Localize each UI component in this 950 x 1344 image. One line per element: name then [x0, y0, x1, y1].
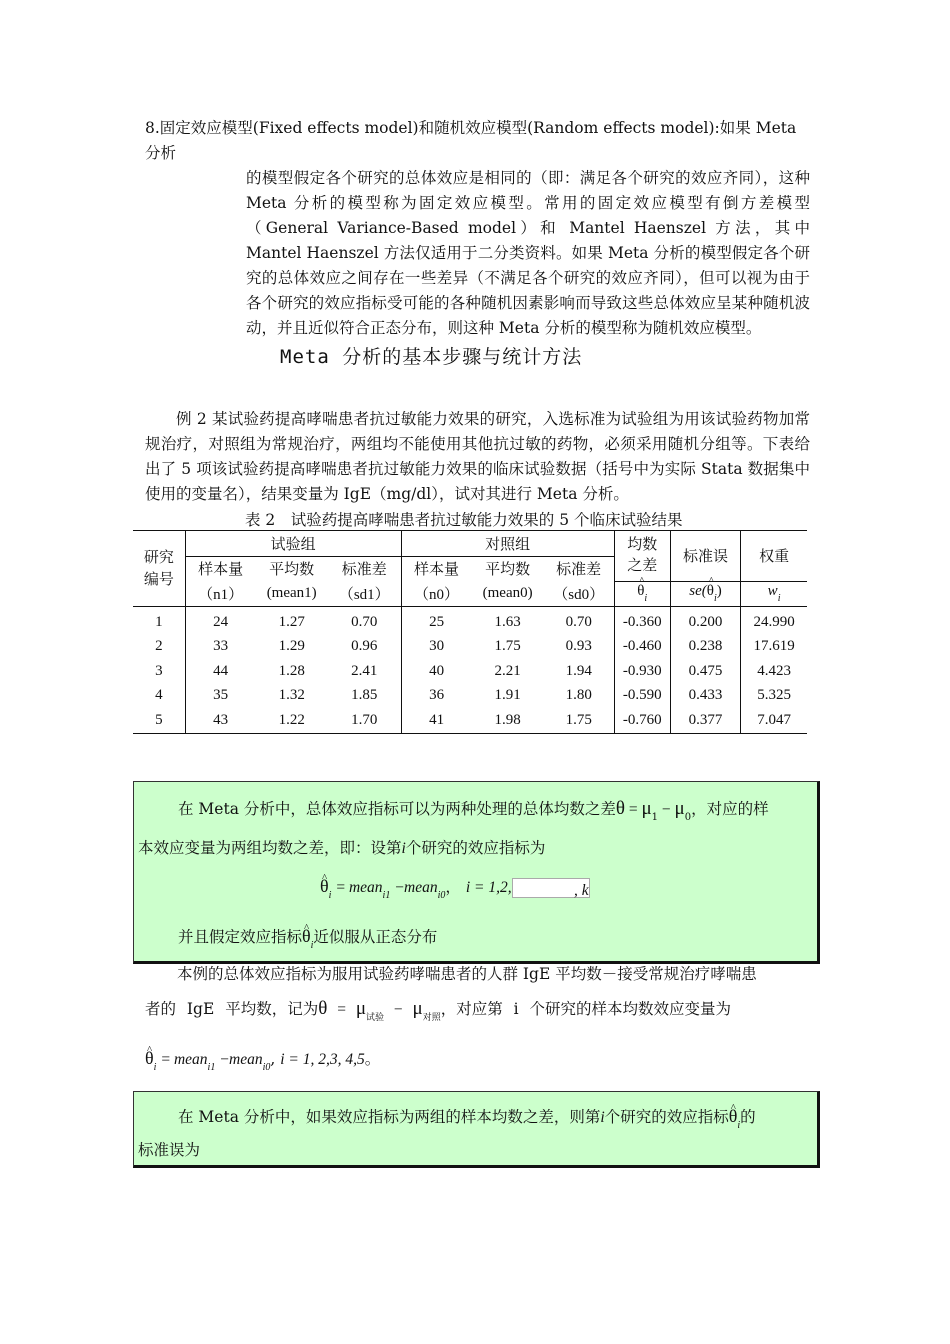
header-mean-diff: 均数之差 [614, 531, 670, 582]
table-cell: 2.21 [494, 662, 521, 679]
header-weight: 权重 [741, 531, 807, 582]
example-paragraph: 例 2 某试验药提高哮喘患者抗过敏能力效果的研究，入选标准为试验组为用该试验药物加常规治疗，对照组为常规治疗，两组均不能使用其他抗过敏的药物，必须采用随机分组等。下表给出了 5 项该试验药提高哮喘患者抗过敏能力效果的临床试验数据（括号中为实际 Stata 数据集中使用的变量名），结果变量为 IgE（mg/dl），试对其进行 Meta 分析。 [145, 410, 810, 503]
table-cell: 0.70 [351, 613, 378, 630]
table-cell: 24.990 [741, 607, 807, 635]
table-cell: 35 [185, 684, 255, 709]
table-cell: -0.760 [614, 708, 670, 733]
table-cell: 0.377 [670, 708, 740, 733]
table-cell: 0.238 [670, 635, 740, 660]
table-cell: 41 [401, 708, 471, 733]
table-cell: 7.047 [741, 708, 807, 733]
header-n1-label: 样本量 [185, 556, 255, 581]
note-box-2 [133, 1091, 820, 1168]
table-cell: 1.98 [471, 708, 543, 733]
table-cell: 5.325 [741, 684, 807, 709]
table-cell: 0.70 [565, 613, 592, 630]
table-cell: 1.28 [278, 662, 305, 679]
table-cell: 24 [185, 607, 255, 635]
definition-body: 的模型假定各个研究的总体效应是相同的（即：满足各个研究的效应齐同），这种 Meta 分析的模型称为固定效应模型。常用的固定效应模型有倒方差模型（General Variance-Based model）和 Mantel Haenszel 方法，其中 Mantel Haenszel 方法仅适用于二分类资料。如果 Meta 分析的模型假定各个研究的总体效应之间存在一些差异（不满足各个研究的效应齐同），但可以视为由于各个研究的效应指标受可能的各种随机因素影响而导致这些总体效应呈某种随机波动，并且近似符合正态分布，则这种 Meta 分析的模型称为随机效应模型。 [246, 169, 810, 337]
table-cell: 30 [401, 635, 471, 660]
table-cell: 40 [401, 659, 471, 684]
definition-paragraph [145, 116, 810, 341]
table-cell: 1.91 [494, 687, 521, 704]
table-cell: 1.85 [351, 687, 378, 704]
para2-line2: 者的 IgE 平均数，记为$\theta = \mu_{试验} - \mu_{对照}$，对应第 i 个研究的样本均数效应变量为 [145, 998, 732, 1023]
table-row [133, 708, 807, 733]
table-cell: 2.41 [351, 662, 378, 679]
table-cell: 43 [185, 708, 255, 733]
table-cell: 4 [155, 687, 163, 704]
table-cell: 1.70 [328, 708, 401, 733]
table-cell: 4.423 [741, 659, 807, 684]
header-sd0-label: 标准差 [556, 562, 602, 579]
table-cell: 0.433 [670, 684, 740, 709]
table-row [133, 607, 807, 635]
table-cell: 1 [155, 613, 163, 630]
header-theta-symbol: ^ $\theta_i$ [614, 581, 670, 607]
para2-line1: 本例的总体效应指标为服用试验药哮喘患者的人群 IgE 平均数－接受常规治疗哮喘患 [177, 965, 757, 983]
box2-line2: 标准误为 [138, 1141, 201, 1159]
header-se-symbol: se(^ $\theta_i$) [670, 581, 740, 607]
table-cell: 1.75 [544, 708, 614, 733]
table-caption: 表 2 试验药提高哮喘患者抗过敏能力效果的 5 个临床试验结果 [245, 511, 683, 529]
table-row [133, 684, 807, 709]
header-n0-var: （n0） [401, 581, 471, 607]
table-cell: 0.475 [670, 659, 740, 684]
header-n0-label: 样本量 [401, 556, 471, 581]
header-mean1-var: (mean1) [256, 581, 328, 607]
table-cell: 0.93 [565, 638, 592, 655]
table-cell: 1.63 [494, 613, 521, 630]
header-sd1-var: （sd1） [328, 581, 401, 607]
table-cell: -0.360 [614, 607, 670, 635]
para2-line3: ^ $\theta_i$ = mean$_{i1}$ −mean$_{i0}$, i = 1, 2,3, 4,5。 [145, 1046, 380, 1080]
header-control-group: 对照组 [401, 531, 614, 557]
table-cell: 1.22 [256, 708, 328, 733]
table-cell: 44 [185, 659, 255, 684]
table-cell: 1.75 [494, 638, 521, 655]
table-cell: 2 [155, 638, 163, 655]
box2-line1: 在 Meta 分析中，如果效应指标为两组的样本均数之差，则第i个研究的效应指标^ $\theta_i$的 [178, 1104, 756, 1138]
header-trial-group: 试验组 [185, 531, 401, 557]
table-cell: 1.94 [565, 662, 592, 679]
box1-formula: ^ $\theta_i$ = mean$_{i1}$ −mean$_{i0}$， i = 1,2, , k [320, 874, 590, 908]
header-sd0-var: （sd0） [544, 581, 614, 607]
table-cell: 36 [401, 684, 471, 709]
table-cell: 25 [401, 607, 471, 635]
table-cell: -0.460 [614, 635, 670, 660]
box1-line1: 在 Meta 分析中，总体效应指标可以为两种处理的总体均数之差$\theta = \mu_1 - \mu_0$，对应的样 [178, 798, 769, 823]
table-cell: 1.27 [278, 613, 305, 630]
table-cell: 3 [155, 662, 163, 679]
table-cell: 1.80 [565, 687, 592, 704]
table-cell: 0.200 [670, 607, 740, 635]
box1-line4: 并且假定效应指标^ $\theta_i$近似服从正态分布 [178, 924, 437, 958]
table-cell: 0.96 [351, 638, 378, 655]
definition-lead: 8.固定效应模型(Fixed effects model)和随机效应模型(Random effects model):如果 Meta 分析 [145, 119, 797, 162]
header-mean0-label: 平均数 [485, 562, 531, 579]
header-study-id: 研究编号 [133, 531, 185, 607]
table-body [133, 607, 807, 734]
table-cell: 1.32 [278, 687, 305, 704]
header-weight-symbol: $w_i$ [741, 581, 807, 607]
table-cell: 5 [133, 708, 185, 733]
section-heading: Meta 分析的基本步骤与统计方法 [280, 346, 583, 368]
box1-line2: 本效应变量为两组均数之差，即：设第i个研究的效应指标为 [138, 839, 546, 857]
header-mean0-var: (mean0) [471, 581, 543, 607]
note-box-1 [133, 781, 820, 964]
header-mean1-label: 平均数 [269, 562, 315, 579]
header-std-error: 标准误 [670, 531, 740, 582]
table-cell: 17.619 [741, 635, 807, 660]
table-row [133, 659, 807, 684]
header-n1-var: （n1） [185, 581, 255, 607]
table-cell: -0.590 [614, 684, 670, 709]
table-cell: 1.29 [278, 638, 305, 655]
table-cell: 33 [185, 635, 255, 660]
table-row [133, 635, 807, 660]
results-table [133, 530, 807, 734]
header-sd1-label: 标准差 [341, 562, 387, 579]
table-cell: -0.930 [614, 659, 670, 684]
